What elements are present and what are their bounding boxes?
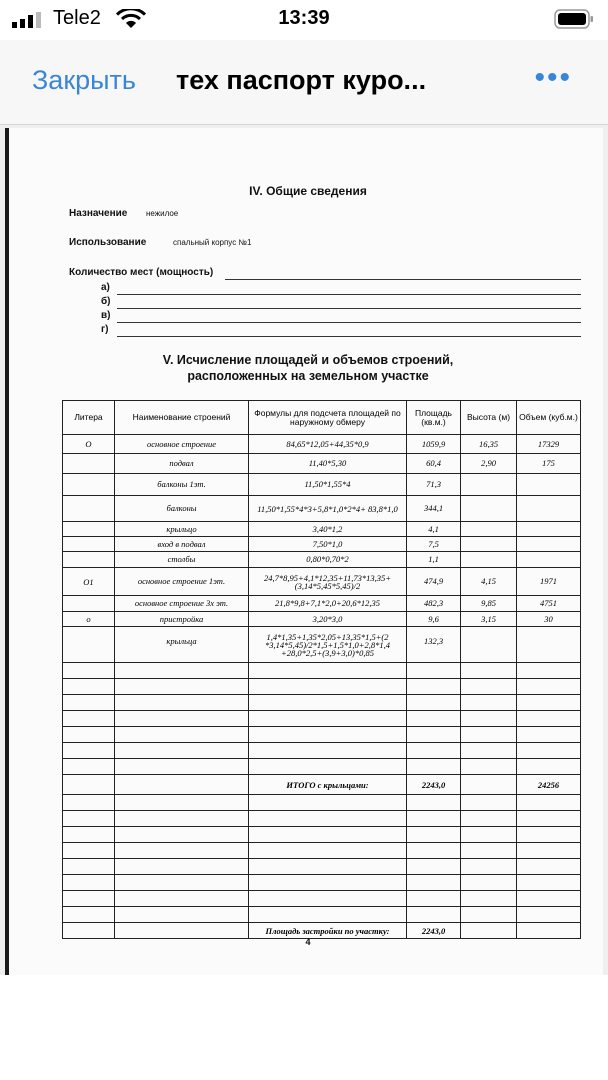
table-row: [63, 522, 581, 537]
section-4-title: IV. Общие сведения: [249, 184, 367, 198]
footprint-label: Площадь застройки по участку:: [249, 923, 407, 939]
table-header-row: [63, 401, 581, 435]
cell-volume: 4751: [517, 596, 581, 612]
capacity-item-b: б): [101, 296, 111, 307]
cell-litera: [63, 537, 115, 552]
cell-volume: 30: [517, 612, 581, 627]
cell-volume: 175: [517, 454, 581, 474]
cell-formula: 84,65*12,05+44,35*0,9: [249, 435, 407, 454]
purpose-value: нежилое: [146, 209, 179, 218]
cell-litera: [63, 454, 115, 474]
header-litera: Литера: [63, 401, 115, 435]
cell-volume: [517, 537, 581, 552]
status-bar: [0, 0, 608, 40]
table-row: [63, 474, 581, 496]
empty-row: [63, 875, 581, 891]
cell-area: 4,1: [407, 522, 461, 537]
cell-area: 1059,9: [407, 435, 461, 454]
table-row: [63, 568, 581, 596]
cell-height: 16,35: [461, 435, 517, 454]
capacity-line-g: [117, 336, 581, 337]
cell-name: столбы: [115, 552, 249, 568]
footprint-area: 2243,0: [407, 923, 461, 939]
empty-row: [63, 907, 581, 923]
buildings-table: [62, 400, 581, 939]
cell-area: 71,3: [407, 474, 461, 496]
cell-litera: [63, 474, 115, 496]
capacity-line-v: [117, 322, 581, 323]
section-5-title-line2: расположенных на земельном участке: [187, 369, 429, 383]
cell-litera: [63, 552, 115, 568]
navigation-bar: [0, 40, 608, 125]
table-row: [63, 496, 581, 522]
cell-name: подвал: [115, 454, 249, 474]
cell-litera: О: [63, 435, 115, 454]
cell-area: 132,3: [407, 627, 461, 663]
empty-row: [63, 843, 581, 859]
close-button[interactable]: Закрыть: [32, 65, 136, 95]
header-area: Площадь (кв.м.): [407, 401, 461, 435]
cell-name: крыльца: [115, 627, 249, 663]
cell-volume: 1971: [517, 568, 581, 596]
empty-row: [63, 711, 581, 727]
clock: 13:39: [278, 7, 330, 29]
usage-label: Использование: [69, 237, 147, 248]
cell-area: 9,6: [407, 612, 461, 627]
cell-litera: о: [63, 612, 115, 627]
section-5-title-line1: V. Исчисление площадей и объемов строений,: [162, 353, 454, 367]
table-row: [63, 552, 581, 568]
cell-formula: 11,40*5,30: [249, 454, 407, 474]
cell-volume: 17329: [517, 435, 581, 454]
cell-name: основное строение 3х эт.: [115, 596, 249, 612]
cell-volume: [517, 522, 581, 537]
more-options-icon[interactable]: •••: [534, 61, 572, 94]
cell-height: [461, 522, 517, 537]
cell-litera: О1: [63, 568, 115, 596]
cell-area: 7,5: [407, 537, 461, 552]
cell-height: 3,15: [461, 612, 517, 627]
empty-row: [63, 795, 581, 811]
capacity-item-a: а): [101, 282, 110, 293]
empty-row: [63, 679, 581, 695]
capacity-item-g: г): [101, 324, 109, 335]
cell-name: вход в подвал: [115, 537, 249, 552]
cell-area: 344,1: [407, 496, 461, 522]
table-row: [63, 612, 581, 627]
empty-row: [63, 743, 581, 759]
table-row: [63, 537, 581, 552]
cell-name: основное строение: [115, 435, 249, 454]
section-5-title: [9, 352, 603, 384]
cell-name: балконы 1эт.: [115, 474, 249, 496]
empty-row: [63, 759, 581, 775]
table-row: [63, 454, 581, 474]
cell-volume: [517, 496, 581, 522]
purpose-label: Назначение: [69, 208, 128, 219]
cell-area: 60,4: [407, 454, 461, 474]
empty-row: [63, 695, 581, 711]
capacity-line: [225, 279, 581, 280]
header-height: Высота (м): [461, 401, 517, 435]
cell-height: [461, 552, 517, 568]
cell-formula: 24,7*8,95+4,1*12,35+11,73*13,35+ (3,14*5,45*5,45)/2: [249, 568, 407, 596]
cell-formula: 3,40*1,2: [249, 522, 407, 537]
cell-litera: [63, 522, 115, 537]
bottom-area: [0, 975, 608, 1080]
empty-row: [63, 811, 581, 827]
empty-row: [63, 827, 581, 843]
empty-row: [63, 891, 581, 907]
cell-volume: [517, 627, 581, 663]
total-volume: 24256: [517, 775, 581, 795]
document-title: тех паспорт куро...: [176, 65, 427, 95]
total-area: 2243,0: [407, 775, 461, 795]
cell-volume: [517, 474, 581, 496]
table-row: [63, 435, 581, 454]
empty-row: [63, 663, 581, 679]
table-row: [63, 627, 581, 663]
cell-height: 2,90: [461, 454, 517, 474]
header-name: Наименование строений: [115, 401, 249, 435]
capacity-label: Количество мест (мощность): [69, 267, 214, 278]
cell-height: [461, 627, 517, 663]
cell-height: [461, 537, 517, 552]
cell-name: основное строение 1эт.: [115, 568, 249, 596]
cell-area: 1,1: [407, 552, 461, 568]
cell-name: балконы: [115, 496, 249, 522]
cell-formula: 11,50*1,55*4*3+5,8*1,0*2*4+ 83,8*1,0: [249, 496, 407, 522]
cell-litera: [63, 627, 115, 663]
cell-formula: 11,50*1,55*4: [249, 474, 407, 496]
page-number: 4: [305, 937, 311, 947]
battery-icon: [554, 9, 594, 29]
empty-row: [63, 859, 581, 875]
cell-height: 9,85: [461, 596, 517, 612]
empty-row: [63, 727, 581, 743]
capacity-item-v: в): [101, 310, 111, 321]
cell-volume: [517, 552, 581, 568]
cell-litera: [63, 596, 115, 612]
cell-formula: 0,80*0,70*2: [249, 552, 407, 568]
table-row: [63, 596, 581, 612]
cell-height: [461, 474, 517, 496]
carrier-name: Tele2: [53, 7, 101, 29]
capacity-line-b: [117, 308, 581, 309]
document-page: [5, 128, 603, 975]
usage-value: спальный корпус №1: [173, 238, 252, 247]
cell-name: крыльцо: [115, 522, 249, 537]
cell-formula: 1,4*1,35+1,35*2,05+13,35*1,5+(2 *3,14*5,45)/2*1,5+1,5*1,0+2,8*1,4 +28,0*2,5+(3,9+3,0)*0,85: [249, 627, 407, 663]
cell-formula: 21,8*9,8+7,1*2,0+20,6*12,35: [249, 596, 407, 612]
cell-area: 482,3: [407, 596, 461, 612]
header-volume: Объем (куб.м.): [517, 401, 581, 435]
cell-formula: 3,20*3,0: [249, 612, 407, 627]
header-formula: Формулы для подсчета площадей по наружному обмеру: [249, 401, 407, 435]
cell-formula: 7,50*1,0: [249, 537, 407, 552]
cell-height: 4,15: [461, 568, 517, 596]
total-row: [63, 775, 581, 795]
total-label: ИТОГО с крыльцами:: [249, 775, 407, 795]
cell-area: 474,9: [407, 568, 461, 596]
cell-height: [461, 496, 517, 522]
cell-name: пристройка: [115, 612, 249, 627]
capacity-line-a: [117, 294, 581, 295]
cell-litera: [63, 496, 115, 522]
